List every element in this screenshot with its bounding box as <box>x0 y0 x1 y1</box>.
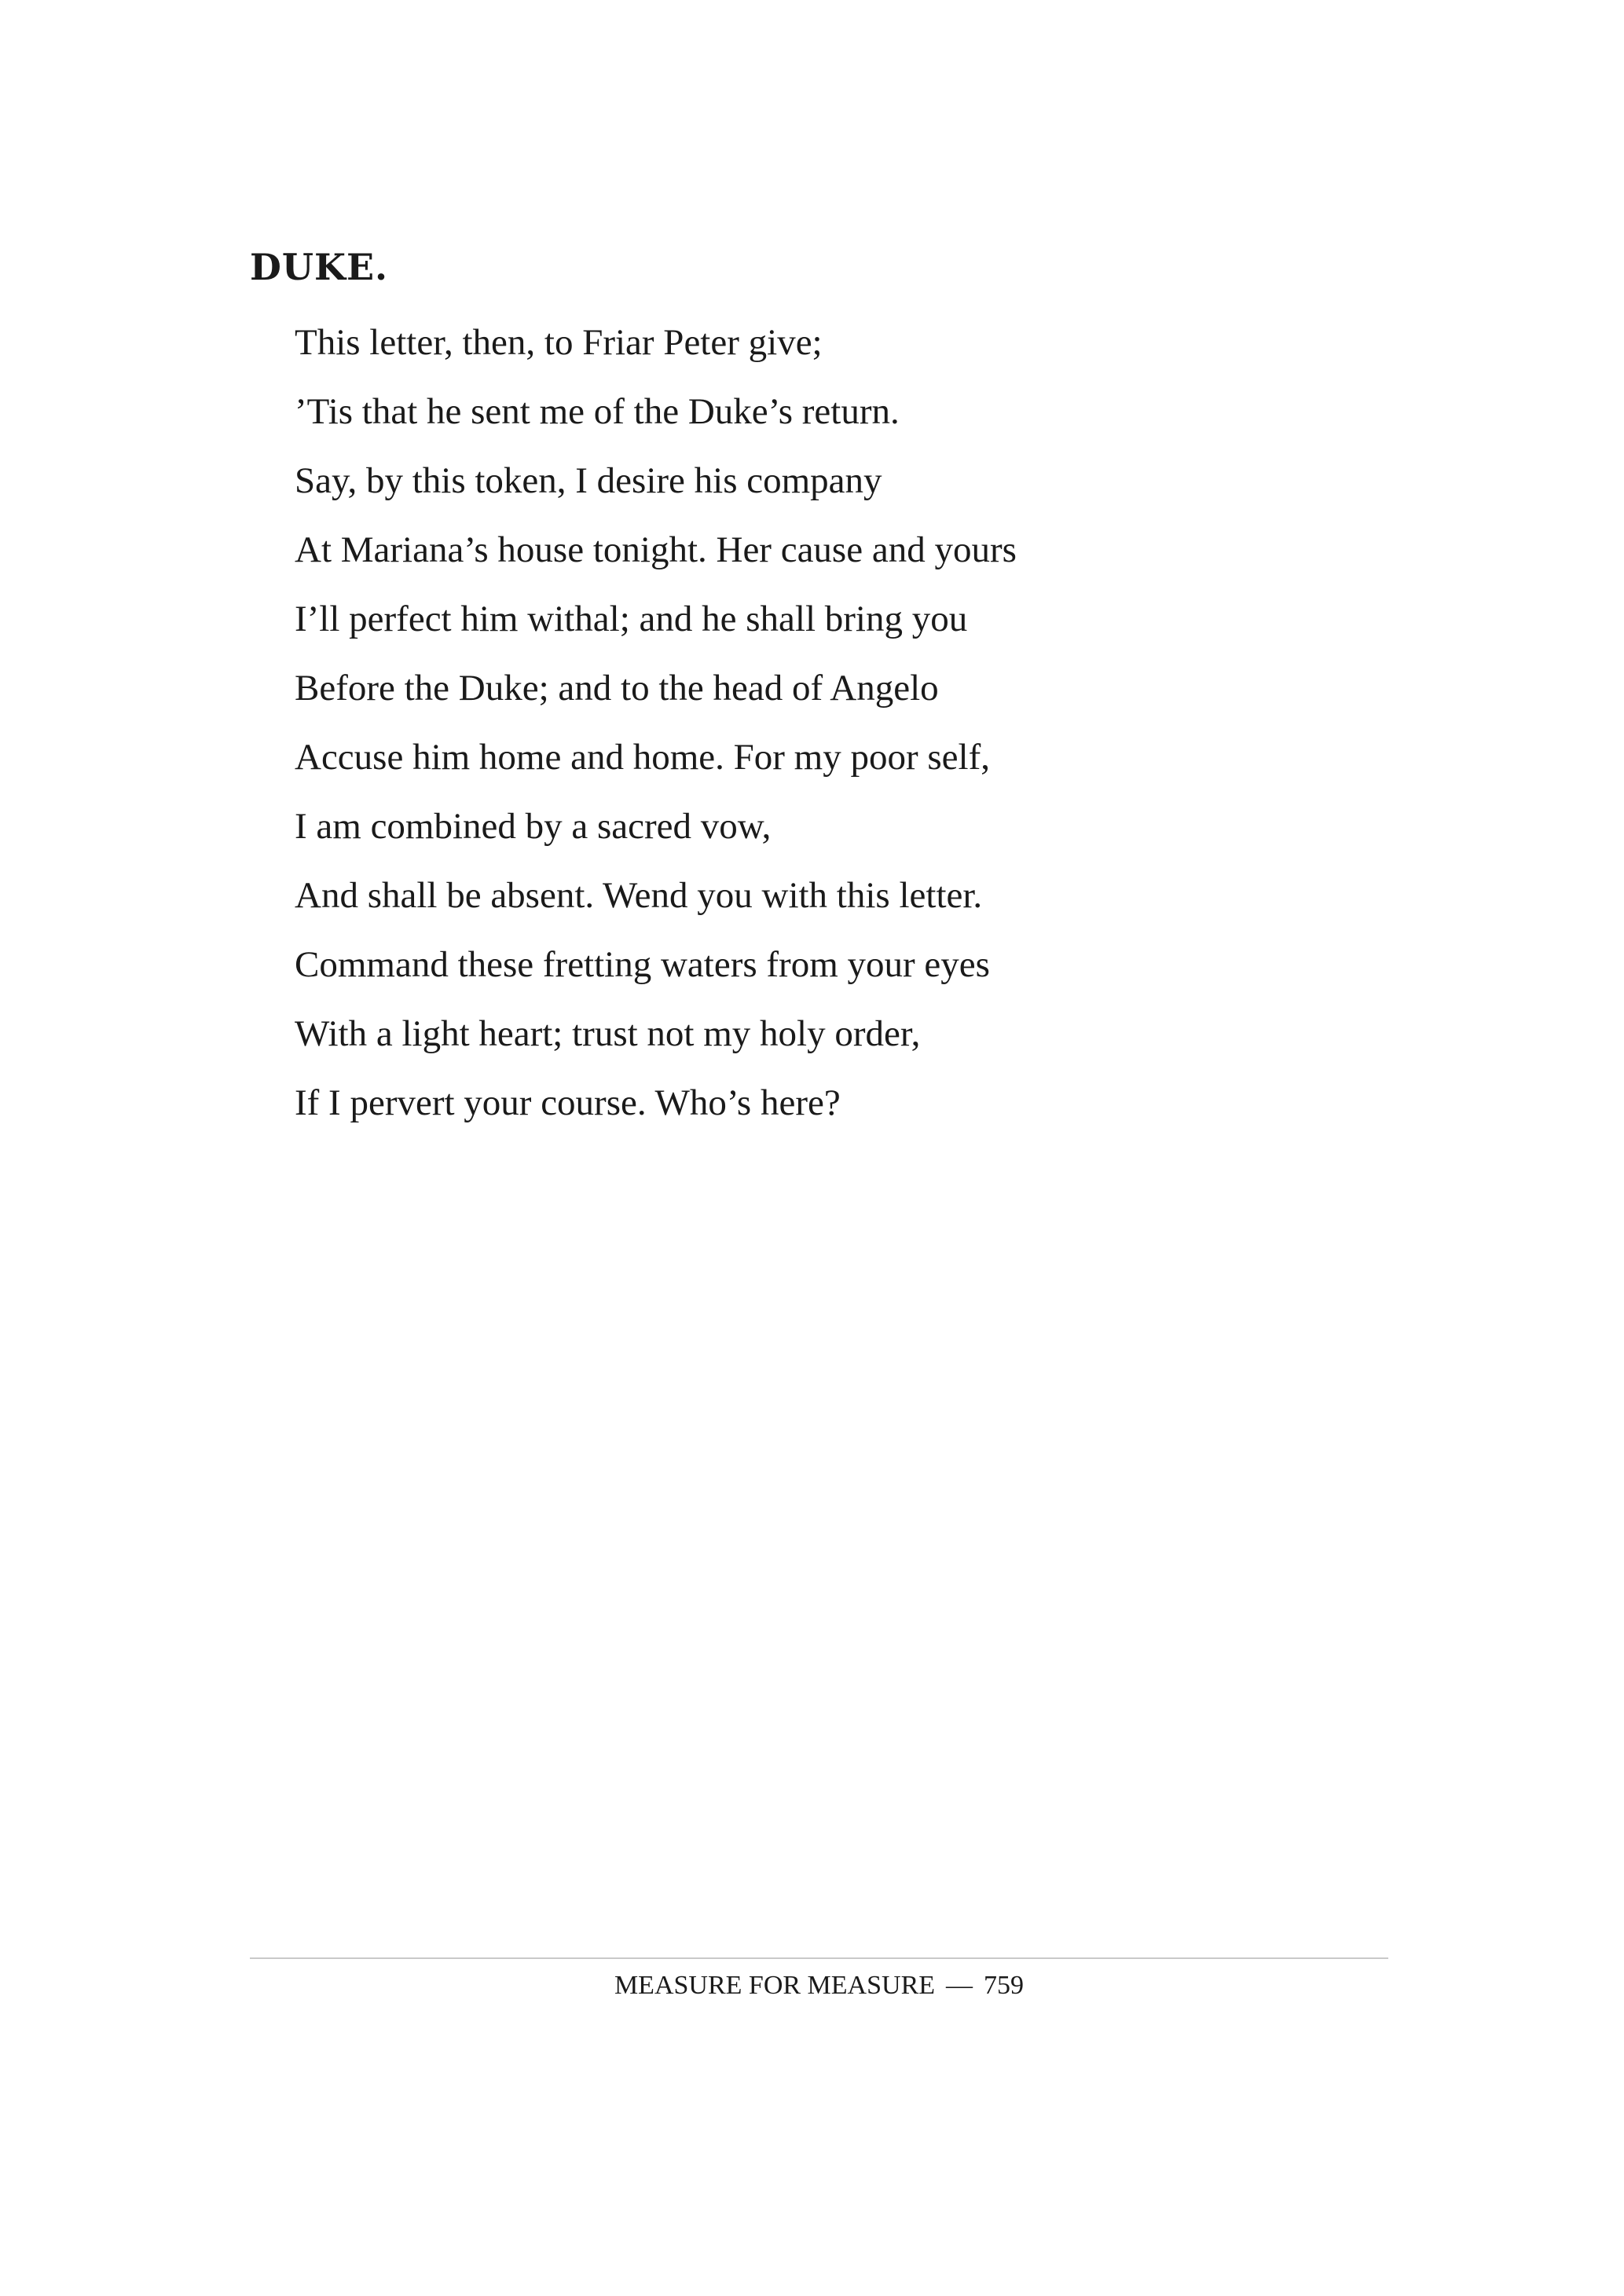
footer-separator: — <box>946 1971 973 2000</box>
footer-divider <box>250 1957 1388 1959</box>
verse-line: I am combined by a sacred vow, <box>295 806 772 847</box>
verse-line: Command these fretting waters from your eyes <box>295 944 990 985</box>
verse-line: Accuse him home and home. For my poor self, <box>295 737 990 778</box>
footer-title: MEASURE FOR MEASURE <box>614 1971 936 2000</box>
speaker-name: DUKE. <box>250 246 389 288</box>
verse-block <box>295 308 1017 1137</box>
verse-line: ’Tis that he sent me of the Duke’s return. <box>295 391 900 432</box>
verse-line: At Mariana’s house tonight. Her cause and yours <box>295 529 1017 570</box>
verse-line: This letter, then, to Friar Peter give; <box>295 322 823 363</box>
page-footer <box>250 1967 1388 2005</box>
verse-line: I’ll perfect him withal; and he shall bring you <box>295 599 968 639</box>
verse-line: Say, by this token, I desire his company <box>295 460 882 501</box>
verse-line: Before the Duke; and to the head of Angelo <box>295 668 939 709</box>
page-number: 759 <box>984 1971 1025 2000</box>
verse-line: With a light heart; trust not my holy order, <box>295 1013 921 1054</box>
verse-line: If I pervert your course. Who’s here? <box>295 1082 841 1123</box>
verse-line: And shall be absent. Wend you with this letter. <box>295 875 983 916</box>
